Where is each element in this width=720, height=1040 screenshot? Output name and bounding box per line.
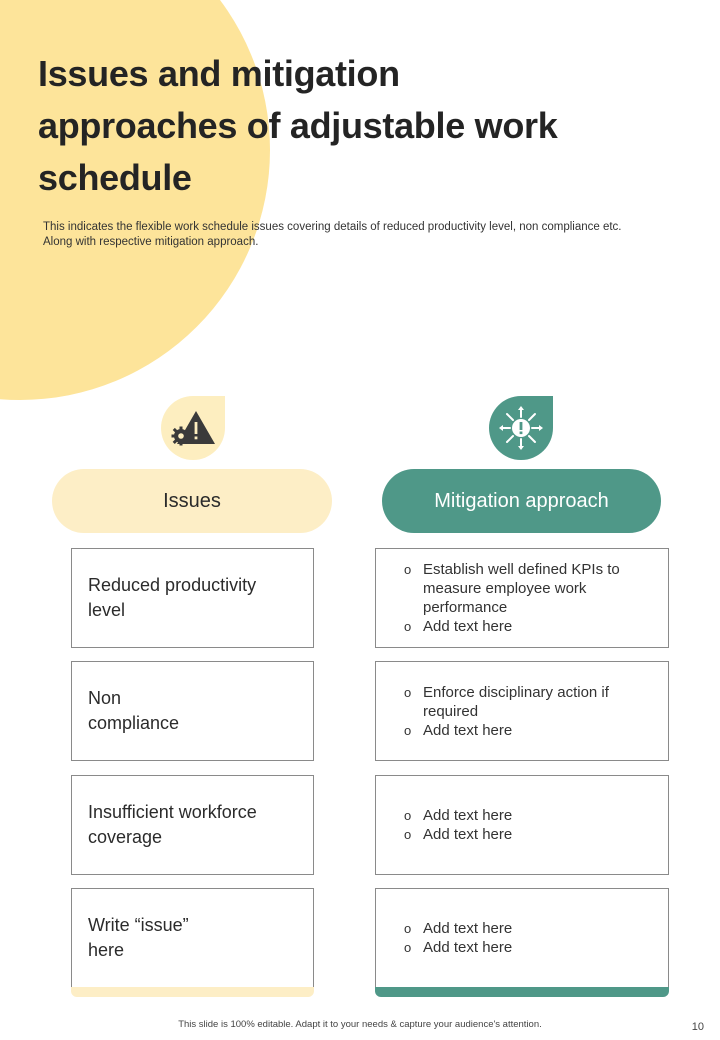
mitigation-list (404, 889, 650, 987)
page-number: 10 (691, 1021, 704, 1033)
mitigation-list (404, 776, 650, 874)
mitigation-bullet: o Add text here (404, 825, 650, 844)
footer-note: This slide is 100% editable. Adapt it to your needs & capture your audience's attention. (178, 1019, 542, 1030)
issue-card (71, 661, 314, 761)
mitigation-bullet: o Add text here (404, 938, 650, 957)
issue-card (71, 775, 314, 875)
mitigation-bullet: o Add text here (404, 617, 650, 636)
slide-subtitle: This indicates the flexible work schedule issues covering details of reduced productivity level, non compliance etc. Along with respective mitigation approach. (43, 221, 622, 248)
issue-text: Non compliance (88, 688, 180, 733)
issues-header: Issues (52, 469, 332, 533)
issues-column-base (71, 987, 314, 997)
issue-card (71, 888, 314, 988)
alert-arrows-icon (499, 406, 543, 450)
issue-text: Reduced productivity level (88, 575, 257, 620)
issue-text: Write “issue” here (88, 915, 189, 960)
mitigation-column-base (375, 987, 669, 997)
gear-warning-icon (170, 409, 216, 447)
mitigation-card (375, 661, 669, 761)
mitigation-card (375, 548, 669, 648)
issue-card (71, 548, 314, 648)
mitigation-bullet: o Add text here (404, 919, 650, 938)
mitigation-bullet: o Establish well defined KPIs to measure employee work performance (404, 560, 650, 617)
mitigation-bullet: o Add text here (404, 806, 650, 825)
issues-icon-badge (161, 396, 225, 460)
mitigation-list (404, 549, 650, 647)
mitigation-card (375, 888, 669, 988)
issue-text: Insufficient workforce coverage (88, 802, 257, 847)
mitigation-bullet: o Enforce disciplinary action if required (404, 683, 650, 721)
mitigation-bullet: o Add text here (404, 721, 650, 740)
mitigation-icon-badge (489, 396, 553, 460)
mitigation-list (404, 662, 650, 760)
mitigation-card (375, 775, 669, 875)
mitigation-header: Mitigation approach (382, 469, 661, 533)
slide-title: Issues and mitigation approaches of adjustable work schedule (38, 53, 558, 198)
